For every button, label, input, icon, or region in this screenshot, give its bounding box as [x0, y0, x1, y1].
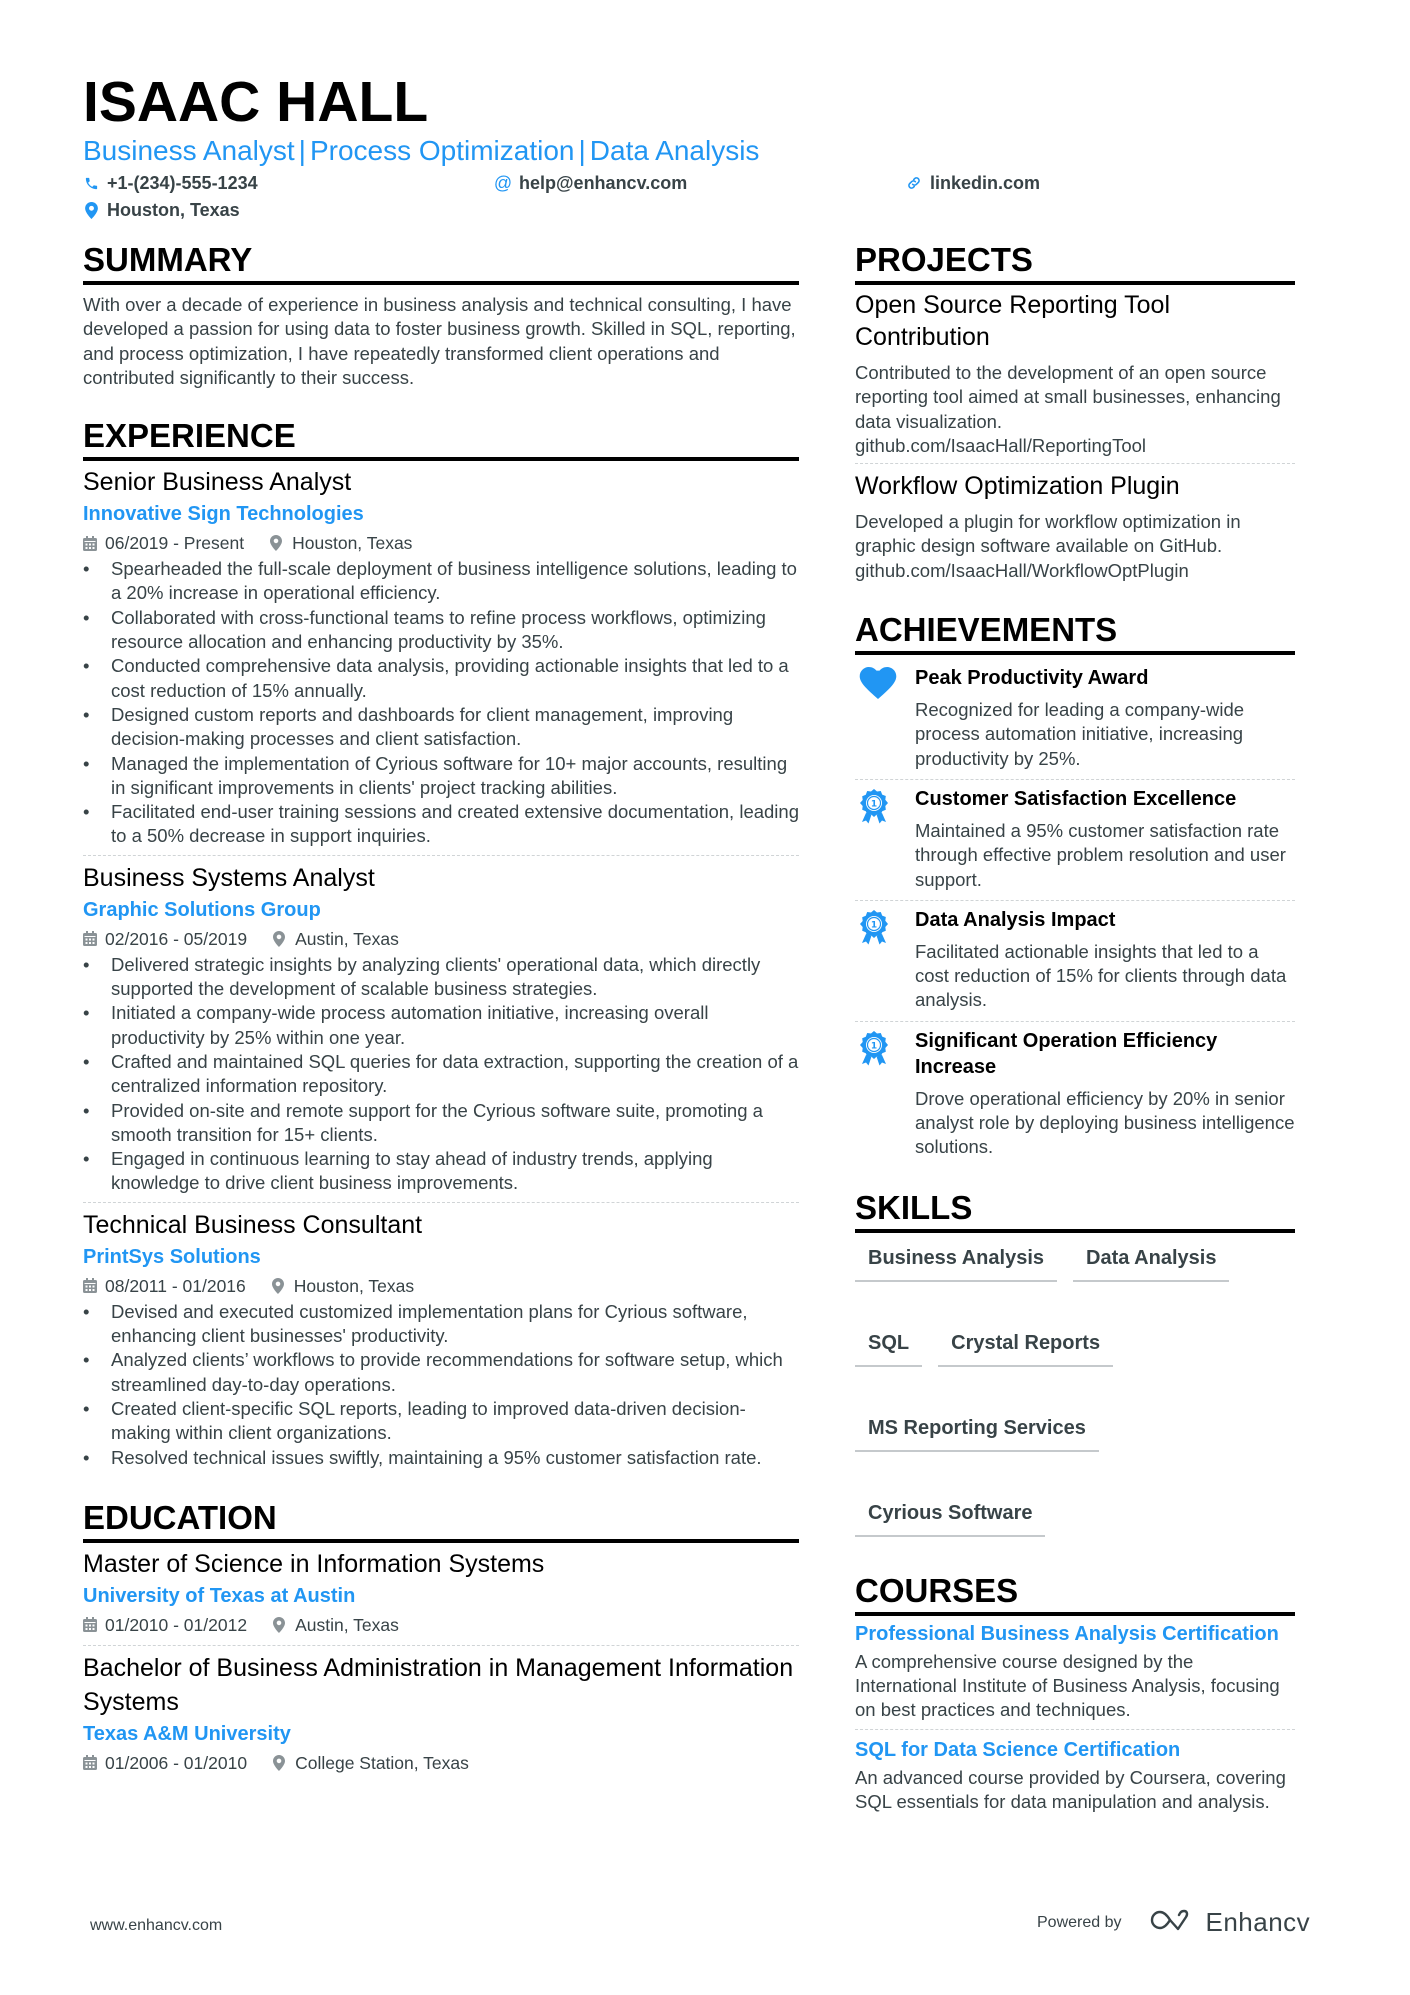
location-text: Houston, Texas [107, 200, 240, 220]
achievement-description: Maintained a 95% customer satisfaction rate through effective problem resolution and user support. [915, 819, 1286, 890]
experience-entry [83, 465, 799, 855]
job-title: Business Systems Analyst [83, 863, 375, 892]
project-entry [855, 289, 1295, 463]
project-description-text: Developed a plugin for workflow optimization in graphic design software available on GitHub. [855, 511, 1241, 557]
bullet-item: • Analyzed clients’ workflows to provide recommendations for software setup, which streamlined day-to-day operations. [83, 1348, 799, 1397]
bullet-item: • Conducted comprehensive data analysis, providing actionable insights that led to a cost reduction of 15% annually. [83, 654, 799, 703]
achievement-body [915, 1028, 1295, 1160]
email-text: help@enhancv.com [519, 173, 688, 193]
date-range: 02/2016 - 05/2019 [105, 928, 248, 949]
location [273, 1749, 469, 1777]
bullet-item: • Delivered strategic insights by analyzing clients' operational data, which directly supported the development of scalable business strategies. [83, 953, 799, 1002]
map-pin-icon [270, 535, 284, 551]
course-title[interactable]: Professional Business Analysis Certification [855, 1622, 1279, 1645]
calendar-icon [83, 931, 97, 947]
date-location-row [83, 1272, 799, 1300]
headline-part: Business Analyst [83, 135, 295, 166]
location-text: Austin, Texas [295, 928, 399, 949]
map-pin-icon [273, 931, 287, 947]
heart-icon [855, 665, 915, 771]
section-heading: ACHIEVEMENTS [855, 610, 1295, 655]
bullet-item: • Engaged in continuous learning to stay ahead of industry trends, applying knowledge to drive client business improvements. [83, 1147, 799, 1196]
skill-tag: Business Analysis [855, 1245, 1057, 1282]
footer-branding [1037, 1906, 1310, 1939]
skill-tag: Cyrious Software [855, 1500, 1045, 1537]
project-title: Open Source Reporting Tool Contribution [855, 291, 1171, 351]
achievement-description: Drove operational efficiency by 20% in senior analyst role by deploying business intelligence solutions. [915, 1087, 1295, 1158]
section-heading: EXPERIENCE [83, 416, 799, 461]
location-text: College Station, Texas [295, 1752, 469, 1773]
right-column [855, 240, 1295, 1820]
school-name[interactable]: Texas A&M University [83, 1722, 291, 1745]
link-icon [906, 174, 922, 192]
achievement-title: Peak Productivity Award [915, 667, 1149, 690]
skill-tag: Crystal Reports [938, 1330, 1113, 1367]
project-description [855, 361, 1295, 458]
summary-section [83, 240, 799, 390]
education-section [83, 1498, 799, 1783]
bullet-list [83, 557, 799, 849]
svg-text:1: 1 [870, 799, 878, 810]
contact-linkedin[interactable] [906, 172, 1040, 194]
bullet-item: • Created client-specific SQL reports, leading to improved data-driven decision-making within client organizations. [83, 1397, 799, 1446]
bullet-list [83, 1300, 799, 1470]
bullet-item: • Collaborated with cross-functional teams to refine process workflows, optimizing resource allocation and enhancing productivity by 35%. [83, 606, 799, 655]
section-heading: COURSES [855, 1571, 1295, 1616]
at-icon: @ [493, 173, 513, 193]
skill-tag: SQL [855, 1330, 922, 1367]
date-location-row [83, 925, 799, 953]
skills-section [855, 1188, 1295, 1537]
achievement-title: Significant Operation Efficiency Increase [915, 1029, 1218, 1078]
award-ribbon-icon [855, 786, 915, 892]
location [272, 1272, 414, 1300]
achievement-entry [855, 779, 1295, 900]
headline [83, 134, 759, 168]
achievement-description: Recognized for leading a company-wide process automation initiative, increasing productivity by 25%. [915, 699, 1245, 769]
headline-part: Process Optimization [309, 135, 575, 166]
award-ribbon-icon [855, 1028, 915, 1160]
achievement-entry [855, 900, 1295, 1021]
bullet-item: • Provided on-site and remote support for the Cyrious software suite, promoting a smooth transition for 15+ clients. [83, 1099, 799, 1148]
map-pin-icon [273, 1755, 287, 1771]
powered-by-label: Powered by [1037, 1913, 1122, 1931]
date-range: 01/2006 - 01/2010 [105, 1752, 248, 1773]
calendar-icon [83, 1617, 97, 1633]
contact-location [83, 199, 240, 221]
education-entry [83, 1547, 799, 1645]
achievement-body [915, 786, 1295, 892]
project-entry [855, 463, 1295, 588]
location [270, 529, 412, 557]
section-heading: SKILLS [855, 1188, 1295, 1233]
date-location-row [83, 1611, 799, 1639]
achievement-body [915, 907, 1295, 1013]
project-description-text: Contributed to the development of an open source reporting tool aimed at small businesses, enhancing data visualization. [855, 362, 1281, 432]
experience-entry [83, 1202, 799, 1476]
skill-tag: Data Analysis [1073, 1245, 1229, 1282]
bullet-list [83, 953, 799, 1196]
svg-text:1: 1 [870, 1041, 878, 1052]
date-range: 06/2019 - Present [105, 533, 245, 554]
courses-section [855, 1571, 1295, 1820]
education-entry [83, 1645, 799, 1783]
location [273, 1611, 399, 1639]
section-heading: EDUCATION [83, 1498, 799, 1543]
location [273, 925, 399, 953]
contact-phone[interactable] [83, 172, 258, 194]
school-name[interactable]: University of Texas at Austin [83, 1584, 356, 1607]
bullet-item: • Spearheaded the full-scale deployment of business intelligence solutions, leading to a 20% increase in operational efficiency. [83, 557, 799, 606]
left-column [83, 240, 799, 1783]
achievements-section [855, 610, 1295, 1168]
projects-section [855, 240, 1295, 588]
bullet-item: • Resolved technical issues swiftly, maintaining a 95% customer satisfaction rate. [83, 1446, 799, 1470]
summary-text: With over a decade of experience in business analysis and technical consulting, I have developed a passion for using data to foster business growth. Skilled in SQL, reporting, and process optimization, I have repeatedly transformed client operations and contributed significantly to their success. [83, 294, 796, 388]
project-description [855, 510, 1295, 583]
achievement-title: Customer Satisfaction Excellence [915, 787, 1237, 810]
bullet-item: • Initiated a company-wide process automation initiative, increasing overall productivity by 25% within one year. [83, 1001, 799, 1050]
achievement-entry [855, 659, 1295, 779]
footer-website[interactable]: www.enhancv.com [90, 1917, 223, 1934]
contact-email[interactable] [495, 172, 687, 194]
job-title: Technical Business Consultant [83, 1210, 423, 1239]
location-text: Houston, Texas [292, 533, 413, 554]
project-link[interactable]: github.com/IsaacHall/ReportingTool [855, 434, 1147, 456]
achievement-description: Facilitated actionable insights that led to a cost reduction of 15% for clients through data analysis. [915, 940, 1287, 1011]
project-title: Workflow Optimization Plugin [855, 472, 1180, 501]
bullet-item: • Crafted and maintained SQL queries for data extraction, supporting the creation of a centralized information repository. [83, 1050, 799, 1099]
date-range: 01/2010 - 01/2012 [105, 1614, 248, 1635]
skill-tag: MS Reporting Services [855, 1415, 1099, 1452]
course-entry [855, 1620, 1295, 1729]
job-title: Senior Business Analyst [83, 468, 352, 497]
headline-separator: | [578, 135, 586, 166]
company-name[interactable]: PrintSys Solutions [83, 1245, 261, 1268]
phone-icon [83, 174, 99, 192]
section-heading: SUMMARY [83, 240, 799, 285]
experience-entry [83, 855, 799, 1202]
phone-text: +1-(234)-555-1234 [107, 173, 258, 193]
company-name[interactable]: Graphic Solutions Group [83, 898, 321, 921]
map-pin-icon [273, 1617, 287, 1633]
date-location-row [83, 1749, 799, 1777]
course-description: A comprehensive course designed by the International Institute of Business Analysis, focusing on best practices and techniques. [855, 1650, 1280, 1721]
bullet-item: • Managed the implementation of Cyrious software for 10+ major accounts, resulting in significant improvements in clients' project tracking abilities. [83, 752, 799, 801]
calendar-icon [83, 1278, 97, 1294]
enhancv-logo-icon [1148, 1906, 1196, 1939]
bullet-item: • Facilitated end-user training sessions and created extensive documentation, leading to a 50% decrease in support inquiries. [83, 800, 799, 849]
calendar-icon [83, 535, 97, 551]
date-location-row [83, 529, 799, 557]
calendar-icon [83, 1755, 97, 1771]
enhancv-brand-text: Enhancv [1205, 1907, 1311, 1937]
degree: Bachelor of Business Administration in Management Information Systems [83, 1653, 794, 1716]
map-pin-icon [83, 201, 99, 219]
achievement-body [915, 665, 1295, 771]
link-text: linkedin.com [930, 173, 1041, 193]
location-text: Austin, Texas [295, 1614, 399, 1635]
headline-part: Data Analysis [589, 135, 760, 166]
headline-separator: | [298, 135, 306, 166]
achievement-entry [855, 1021, 1295, 1168]
course-entry [855, 1729, 1295, 1821]
map-pin-icon [272, 1278, 286, 1294]
experience-section [83, 416, 799, 1476]
section-heading: PROJECTS [855, 240, 1295, 285]
course-title[interactable]: SQL for Data Science Certification [855, 1738, 1181, 1761]
candidate-name: ISAAC HALL [83, 70, 429, 134]
project-link[interactable]: github.com/IsaacHall/WorkflowOptPlugin [855, 559, 1189, 581]
bullet-item: • Devised and executed customized implementation plans for Cyrious software, enhancing client businesses' productivity. [83, 1300, 799, 1349]
course-description: An advanced course provided by Coursera, covering SQL essentials for data manipulation and analysis. [855, 1766, 1286, 1812]
award-ribbon-icon [855, 907, 915, 1013]
company-name[interactable]: Innovative Sign Technologies [83, 503, 364, 526]
svg-text:1: 1 [870, 920, 878, 931]
degree: Master of Science in Information Systems [83, 1549, 545, 1578]
date-range: 08/2011 - 01/2016 [105, 1275, 246, 1296]
bullet-item: • Designed custom reports and dashboards for client management, improving decision-making processes and client satisfaction. [83, 703, 799, 752]
location-text: Houston, Texas [293, 1275, 415, 1296]
achievement-title: Data Analysis Impact [915, 908, 1116, 931]
